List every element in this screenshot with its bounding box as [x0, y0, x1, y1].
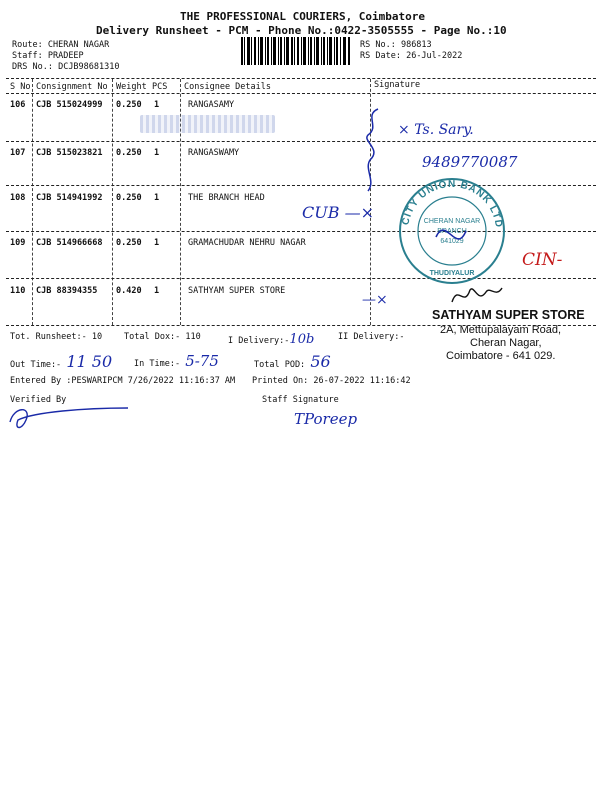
staff-value: PRADEEP: [47, 51, 84, 61]
stamp-center-mid: BRANCH: [437, 228, 467, 235]
bank-stamp: [396, 175, 508, 287]
row-consignee: GRAMACHUDAR NEHRU NAGAR: [188, 238, 306, 248]
cross-mark: —×: [362, 292, 388, 308]
store-stamp-name: SATHYAM SUPER STORE: [432, 308, 585, 322]
col-divider: [112, 79, 113, 325]
out-time-hand: 11 50: [66, 352, 113, 371]
tot-runsheet: Tot. Runsheet:- 10: [10, 332, 103, 342]
row-sno: 107: [10, 148, 26, 158]
stamp-center-top: CHERAN NAGAR: [423, 218, 481, 225]
printed-on: Printed On: 26-07-2022 11:16:42: [252, 376, 411, 386]
verified-by-label: Verified By: [10, 395, 67, 405]
total-pod: [254, 352, 331, 371]
handwritten-phone: 9489770087: [422, 153, 518, 171]
handwritten-signature: × Ts. Sary.: [398, 122, 474, 138]
row-pcs: 1: [154, 100, 160, 110]
row-pcs: 1: [154, 238, 160, 248]
handwritten-cub: CUB —×: [302, 203, 374, 222]
row-sno: 110: [10, 286, 26, 296]
col-weight: Weight: [116, 82, 147, 92]
verified-signature: [4, 400, 134, 434]
store-stamp-line2: Cheran Nagar,: [470, 337, 542, 349]
row-pcs: 1: [154, 286, 160, 296]
row-consignee: RANGASWAMY: [188, 148, 240, 158]
ii-delivery-label: II Delivery:-: [338, 332, 405, 342]
i-delivery-label: I Delivery:-: [228, 336, 290, 346]
table-header-rule: [6, 93, 596, 94]
row-consignment: CJB 88394355: [36, 286, 98, 296]
i-delivery-hand: 10b: [289, 332, 315, 347]
rs-no-row: [360, 40, 432, 50]
row-consignee: SATHYAM SUPER STORE: [188, 286, 286, 296]
route-value: CHERAN NAGAR: [47, 40, 110, 50]
out-time: [10, 352, 112, 371]
handwritten-cin: CIN-: [522, 250, 563, 270]
row-pcs: 1: [154, 193, 160, 203]
drs-label: DRS No.:: [12, 62, 53, 72]
col-consignee: Consignee Details: [184, 82, 271, 92]
row-consignment: CJB 515024999: [36, 100, 103, 110]
col-signature: Signature: [374, 80, 421, 90]
staff-row: [12, 51, 84, 61]
rs-date-value: 26-Jul-2022: [406, 51, 463, 61]
store-signature: [446, 282, 506, 310]
row-consignee: THE BRANCH HEAD: [188, 193, 265, 203]
row-pcs: 1: [154, 148, 160, 158]
table-top-rule: [6, 78, 596, 79]
col-pcs: PCS: [152, 82, 168, 92]
store-stamp-line1: 2A, Mettupalayam Road,: [440, 324, 562, 336]
stamp-bottom: THUDIYALUR: [429, 270, 475, 277]
in-time-label: In Time:-: [134, 359, 181, 369]
drs-row: [12, 62, 120, 72]
row-consignment: CJB 514966668: [36, 238, 103, 248]
brace-mark: [360, 105, 390, 195]
faint-stamp-smudge: [140, 115, 275, 133]
entered-by: Entered By :PESWARIPCM 7/26/2022 11:16:37 AM: [10, 376, 236, 386]
row-weight: 0.250: [116, 100, 142, 110]
total-dox: Total Dox:- 110: [124, 332, 201, 342]
cub-text: CUB: [302, 203, 340, 222]
rs-no-label: RS No.:: [360, 40, 396, 50]
row-weight: 0.250: [116, 148, 142, 158]
i-delivery: [228, 332, 314, 347]
col-consignment: Consignment No: [36, 82, 108, 92]
route-label: Route:: [12, 40, 43, 50]
staff-signature-label: Staff Signature: [262, 395, 339, 405]
staff-label: Staff:: [12, 51, 43, 61]
total-pod-hand: 56: [310, 352, 331, 371]
runsheet-title: Delivery Runsheet - PCM - Phone No.:0422-3505555 - Page No.:10: [96, 24, 507, 37]
total-pod-label: Total POD:: [254, 360, 306, 370]
row-weight: 0.250: [116, 238, 142, 248]
col-divider: [32, 79, 33, 325]
store-stamp-line3: Coimbatore - 641 029.: [446, 350, 556, 362]
barcode: [241, 37, 351, 65]
row-consignee: RANGASAMY: [188, 100, 235, 110]
rs-date-label: RS Date:: [360, 51, 401, 61]
row-rule: [6, 141, 596, 142]
staff-signature-hand: TPoreep: [294, 410, 358, 428]
stamp-center-code: 641029: [440, 238, 464, 245]
company-title: THE PROFESSIONAL COURIERS, Coimbatore: [180, 10, 426, 23]
drs-value: DCJB98681310: [58, 62, 120, 72]
stamp-ring-text: CITY UNION BANK LTD: [400, 178, 505, 229]
row-weight: 0.250: [116, 193, 142, 203]
row-consignment: CJB 514941992: [36, 193, 103, 203]
signature-text: Ts. Sary.: [414, 122, 474, 138]
in-time: [134, 352, 219, 370]
out-time-label: Out Time:-: [10, 360, 62, 370]
route-row: [12, 40, 109, 50]
rs-no-value: 986813: [400, 40, 432, 50]
in-time-hand: 5-75: [185, 352, 219, 370]
row-weight: 0.420: [116, 286, 142, 296]
rs-date-row: [360, 51, 462, 61]
row-sno: 108: [10, 193, 26, 203]
row-sno: 106: [10, 100, 26, 110]
col-sno: S No: [10, 82, 31, 92]
row-consignment: CJB 515023821: [36, 148, 103, 158]
row-sno: 109: [10, 238, 26, 248]
